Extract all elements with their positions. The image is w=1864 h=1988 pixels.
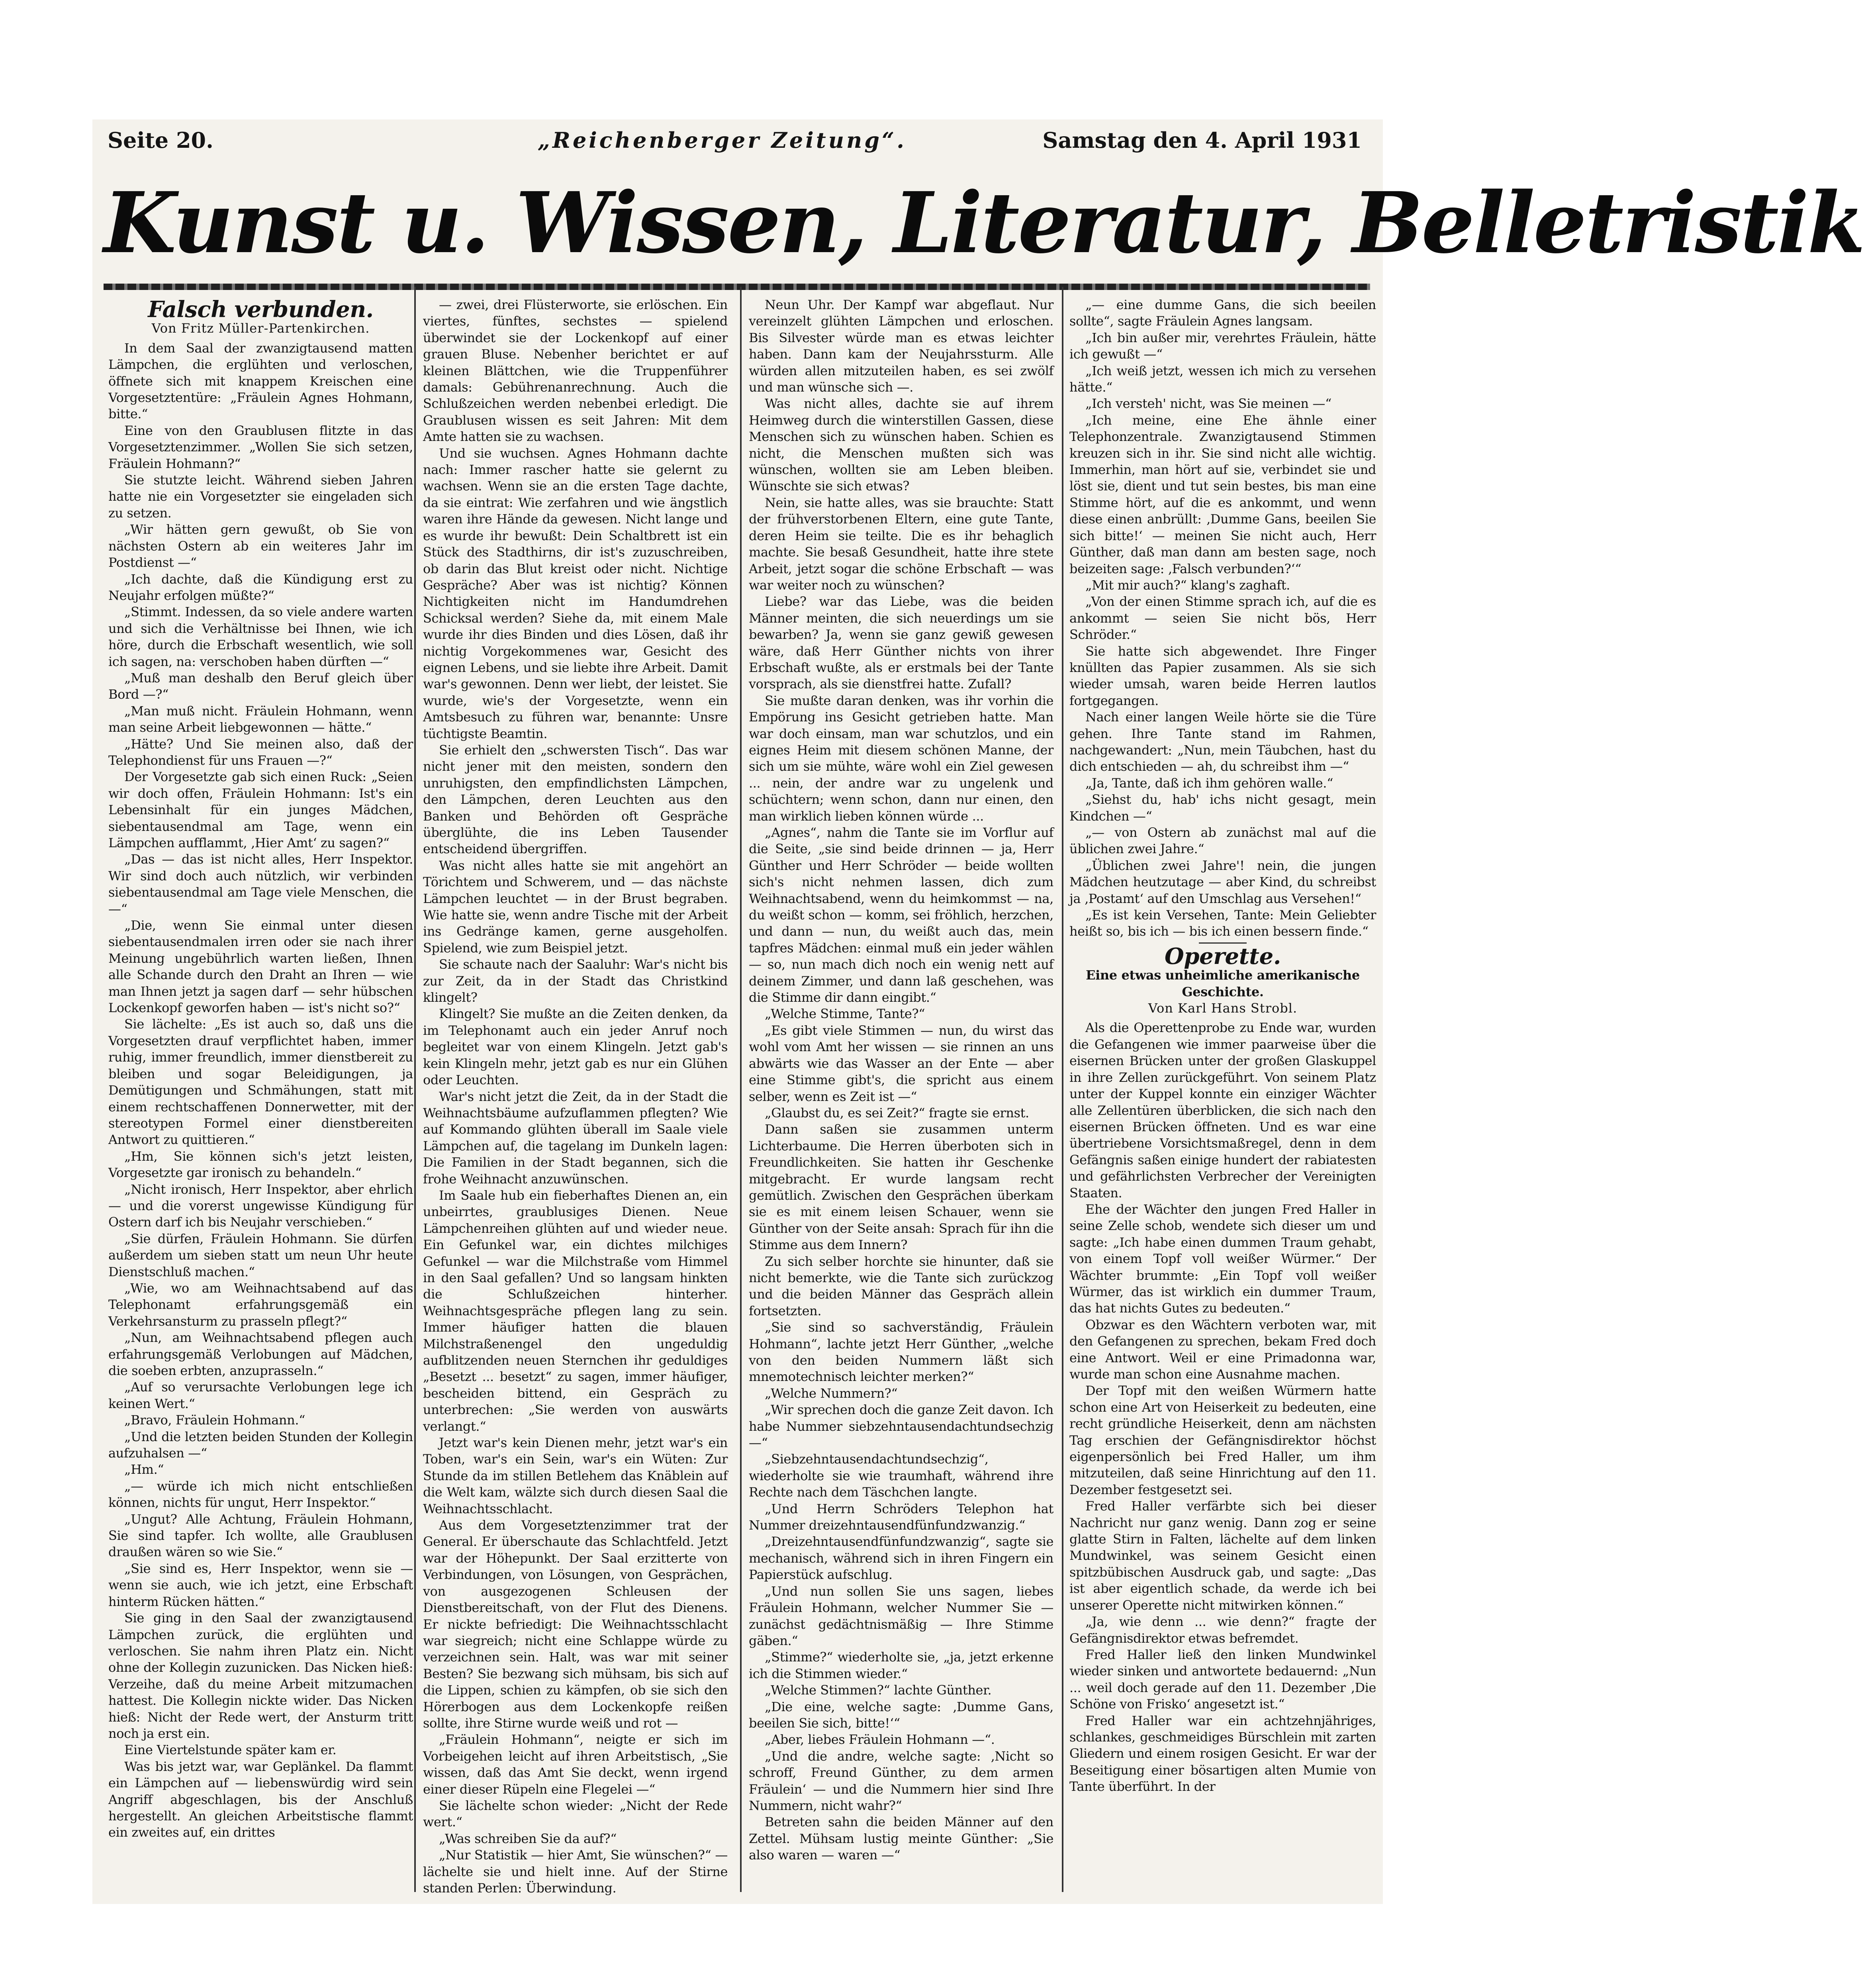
paragraph: Was nicht alles hatte sie mit angehört an Törichtem und Schwerem, und — das nächste Lämpchen leuchtet — in der Brust begraben. Wie hatte sie, wenn andre Tische mit der Arbeit ins Gedränge kamen, gerne ausgeholfen. Spielend, wie zum Beispiel jetzt. — [423, 858, 728, 956]
paragraph: Sie erhielt den „schwersten Tisch“. Das war nicht jener mit den meisten, sondern den unruhigsten, den empfindlichsten Lämpchen, den Lämpchen, deren Leuchten aus den Banken und Behörden oft Gespräche überglühte, die ins Leben Tausender entscheidend übergriffen. — [423, 742, 728, 857]
paragraph: „Sie dürfen, Fräulein Hohmann. Sie dürfen außerdem um sieben statt um neun Uhr heute Dienstschluß machen.“ — [108, 1231, 413, 1279]
paragraph: „Hm.“ — [124, 1462, 164, 1477]
paragraph: „Und Herrn Schröders Telephon hat Nummer dreizehntausendfünfundzwanzig.“ — [749, 1501, 1053, 1533]
paragraph: „Es ist kein Versehen, Tante: Mein Geliebter heißt so, bis ich — bis ich einen bessern finde.“ — [1069, 907, 1376, 939]
paragraph: Als die Operettenprobe zu Ende war, wurden die Gefangenen wie immer paarweise über die eisernen Brücken unter der großen Glaskuppel in ihre Zellen zurückgeführt. Von seinem Platz unter der Kuppel konnte ein einziger Wächter alle Zellentüren überblicken, die sich nach den eisernen Brücken öffneten. Und es war eine übertriebene Vorsichtsmaßregel, denn in dem Gefängnis saßen einige hundert der rabiatesten und gefährlichsten Verbrecher der Vereinigten Staaten. — [1069, 1020, 1376, 1201]
column-rule — [1062, 287, 1063, 1892]
paragraph: „Bravo, Fräulein Hohmann.“ — [124, 1412, 305, 1428]
paragraph: „Ich versteh' nicht, was Sie meinen —“ — [1085, 396, 1331, 411]
paragraph: „Auf so verursachte Verlobungen lege ich keinen Wert.“ — [108, 1379, 413, 1411]
paragraph: „Welche Stimmen?“ lachte Günther. — [765, 1682, 992, 1698]
story-byline: Von Fritz Müller-Partenkirchen. — [151, 321, 370, 336]
paragraph: War's nicht jetzt die Zeit, da in der Stadt die Weihnachtsbäume aufzuflammen pflegten? Wie auf Kommando glühten überall im Saale viele Lämpchen auf, die tagelang im Dunkeln lagen: Die Familien in der Stadt begannen, sich die frohe Weihnacht anzuwünschen. — [423, 1089, 728, 1187]
paper-name: „Reichenberger Zeitung“. — [538, 127, 907, 153]
paragraph: Obzwar es den Wächtern verboten war, mit den Gefangenen zu sprechen, bekam Fred doch eine Antwort. Weil er eine Primadonna war, wurde man schon eine Ausnahme machen. — [1069, 1317, 1376, 1382]
paragraph: „Sie sind es, Herr Inspektor, wenn sie — wenn sie auch, wie ich jetzt, eine Erbschaft hinterm Rücken hätten.“ — [108, 1561, 413, 1609]
paragraph: Nein, sie hatte alles, was sie brauchte: Statt der frühverstorbenen Eltern, eine gute Tante, deren Heim sie teilte. Die es ihr behaglich machte. Sie besaß Gesundheit, hatte ihre stete Arbeit, jetzt sogar die schöne Erbschaft — was war weiter noch zu wünschen? — [749, 495, 1053, 593]
paragraph: „Stimmt. Indessen, da so viele andere warten und sich die Verhältnisse bei Ihnen, wie ich höre, durch die Erbschaft wesentlich, wie soll ich sagen, na: verschoben haben dürften —“ — [108, 604, 413, 669]
column-rule — [740, 287, 742, 1892]
paragraph: Sie mußte daran denken, was ihr vorhin die Empörung ins Gesicht getrieben hatte. Man war doch einsam, man war schutzlos, und ein eignes Heim mit diesem schönen Manne, der sich um sie mühte, wäre wohl ein Ziel gewesen ... nein, der andre war zu ungelenk und schüchtern; wenn schon, dann nur einen, den man wirklich lieben können würde ... — [749, 693, 1053, 824]
paragraph: „Siebzehntausendachtundsechzig“, wiederholte sie wie traumhaft, während ihre Rechte nach dem Täschchen langte. — [749, 1451, 1053, 1500]
column-1-body — [108, 340, 413, 1841]
paragraph: Neun Uhr. Der Kampf war abgeflaut. Nur vereinzelt glühten Lämpchen und erloschen. Bis Silvester würde man es etwas leichter haben. Dann kam der Neujahrssturm. Alle würden allen mitzuteilen haben, es sei zwölf und man wünsche sich —. — [749, 297, 1053, 395]
paragraph: „Man muß nicht. Fräulein Hohmann, wenn man seine Arbeit liebgewonnen — hätte.“ — [108, 703, 413, 735]
story-title: Operette. — [1165, 943, 1281, 970]
paragraph: Jetzt war's kein Dienen mehr, jetzt war's ein Toben, war's ein Sein, war's ein Wüten: Zur Stunde da im stillen Betlehem das Knäblein auf die Welt kam, wälzte sich durch diesen Saal die Weihnachtsschlacht. — [423, 1435, 728, 1516]
banner-rule — [104, 284, 1370, 290]
paragraph: „Ja, wie denn ... wie denn?“ fragte der Gefängnisdirektor etwas befremdet. — [1069, 1614, 1376, 1646]
paragraph: „Nun, am Weihnachtsabend pflegen auch erfahrungsgemäß Verlobungen auf Mädchen, die soeben erbten, anzuprasseln.“ — [108, 1330, 413, 1378]
paragraph: Im Saale hub ein fieberhaftes Dienen an, ein unbeirrtes, graublusiges Dienen. Neue Lämpchenreihen glühten auf und wieder neue. Ein Gefunkel war, ein dichtes milchiges Gefunkel — war die Milchstraße vom Himmel in den Saal gefallen? Und so langsam hinkten die Schlußzeichen hinterher. Weihnachtsgespräche pflegen lang zu sein. Immer häufiger hatten die blauen Milchstraßenengel den ungeduldig aufblitzenden neuen Sternchen ihr geduldiges „Besetzt ... besetzt“ zu sagen, immer häufiger, bescheiden bittend, ein Gespräch zu unterbrechen: „Sie werden von auswärts verlangt.“ — [423, 1187, 728, 1434]
paragraph: „— würde ich mich nicht entschließen können, nichts für ungut, Herr Inspektor.“ — [108, 1478, 413, 1510]
column-4 — [1069, 297, 1376, 1890]
paragraph: „— von Ostern ab zunächst mal auf die üblichen zwei Jahre.“ — [1069, 825, 1376, 857]
column-2 — [423, 297, 728, 1896]
paragraph: „Ich dachte, daß die Kündigung erst zu Neujahr erfolgen müßte?“ — [108, 571, 413, 603]
paragraph: „— eine dumme Gans, die sich beeilen sollte“, sagte Fräulein Agnes langsam. — [1069, 297, 1376, 329]
paragraph: „Ich meine, eine Ehe ähnle einer Telephonzentrale. Zwanzigtausend Stimmen kreuzen sich in ihr. Sie sind nicht alle wichtig. Immerhin, man hört auf sie, verbindet sie und löst sie, dient und tut sein bestes, bis man eine Stimme hört, auf die es ankommt, und wenn diese einen anbrüllt: ‚Dumme Gans, beeilen Sie sich bitte!‘ — meinen Sie nicht auch, Herr Günther, daß man dann am besten sage, noch beizeiten sage: ‚Falsch verbunden?‘“ — [1069, 412, 1376, 576]
paragraph: „Und die letzten beiden Stunden der Kollegin aufzuhalsen —“ — [108, 1429, 413, 1461]
paragraph: Sie hatte sich abgewendet. Ihre Finger knüllten das Papier zusammen. Als sie sich wieder umsah, waren beide Herren lautlos fortgegangen. — [1069, 643, 1376, 708]
column-2-body — [423, 297, 728, 1896]
paragraph: Betreten sahn die beiden Männer auf den Zettel. Mühsam lustig meinte Günther: „Sie also waren — waren —“ — [749, 1814, 1053, 1863]
story-title: Falsch verbunden. — [148, 296, 374, 323]
paragraph: „Wir sprechen doch die ganze Zeit davon. Ich habe Nummer siebzehntausendachtundsechzig —“ — [749, 1402, 1053, 1451]
paragraph: „Dreizehntausendfünfundzwanzig“, sagte sie mechanisch, während sich in ihren Fingern ein Papierstück aufschlug. — [749, 1534, 1053, 1583]
paragraph: Zu sich selber horchte sie hinunter, daß sie nicht bemerkte, wie die Tante sich zurückzog und die beiden Männer das Gespräch allein fortsetzten. — [749, 1254, 1053, 1318]
paragraph: „Glaubst du, es sei Zeit?“ fragte sie ernst. — [765, 1105, 1029, 1120]
column-rule — [414, 287, 416, 1892]
paragraph: Aus dem Vorgesetztenzimmer trat der General. Er überschaute das Schlachtfeld. Jetzt war der Höhepunkt. Der Saal erzitterte von Verbindungen, von Lösungen, von Gesprächen, von ausgezogenen Schleusen der Dienstbereitschaft, von der Flut des Dienens. Er nickte befriedigt: Die Weihnachtsschlacht war siegreich; nicht eine Schlappe würde zu verzeichnen sein. Halt, was war mit seiner Besten? Sie bezwang sich mühsam, bis sich auf die Lippen, schien zu kämpfen, ob sie sich den Hörerbogen aus dem Lockenkopfe reißen sollte, ihre Stirne wurde weiß und rot — — [423, 1518, 728, 1731]
paragraph: Eine von den Graublusen flitzte in das Vorgesetztenzimmer. „Wollen Sie sich setzen, Fräulein Hohmann?“ — [108, 423, 413, 471]
paragraph: Liebe? war das Liebe, was die beiden Männer meinten, die sich neuerdings um sie bewarben? Ja, wenn sie ganz gewiß gewesen wäre, daß Herr Günther nichts von ihrer Erbschaft wußte, als er erstmals bei der Tante vorsprach, als sie dienstfrei hatte. Zufall? — [749, 594, 1053, 692]
issue-date: Samstag den 4. April 1931 — [1042, 127, 1362, 153]
paragraph: — zwei, drei Flüsterworte, sie erlöschen. Ein viertes, fünftes, sechstes — spielend überwindet sie der Lockenkopf auf einer grauen Bluse. Nebenher berichtet er auf kleinen Blättchen, wie die Truppenführer damals: Gebührenanrechnung. Auch die Schlußzeichen werden nebenbei erledigt. Die Graublusen wissen es seit Jahren: Mit dem Amte hatten sie zu wachsen. — [423, 297, 728, 445]
paragraph: Eine Viertelstunde später kam er. — [124, 1742, 337, 1758]
paragraph: „Ja, Tante, daß ich ihm gehören walle.“ — [1085, 775, 1333, 791]
paragraph: „Was schreiben Sie da auf?“ — [439, 1831, 617, 1846]
paragraph: „Wie, wo am Weihnachtsabend auf das Telephonamt erfahrungsgemäß ein Verkehrsansturm zu prasseln pflegt?“ — [108, 1280, 413, 1329]
paragraph: „Hätte? Und Sie meinen also, daß der Telephondienst für uns Frauen —?“ — [108, 736, 413, 768]
paragraph: „Ich bin außer mir, verehrtes Fräulein, hätte ich gewußt —“ — [1069, 330, 1376, 362]
paragraph: Der Vorgesetzte gab sich einen Ruck: „Seien wir doch offen, Fräulein Hohmann: Ist's ein Lebensinhalt für ein junges Mädchen, siebentausendmal am Tage, wenn ein Lämpchen aufflammt, ‚Hier Amt‘ zu sagen?“ — [108, 769, 413, 850]
paragraph: „Sie sind so sachverständig, Fräulein Hohmann“, lachte jetzt Herr Günther, „welche von den beiden Nummern läßt sich mnemotechnisch leichter merken?“ — [749, 1320, 1053, 1385]
paragraph: „Es gibt viele Stimmen — nun, du wirst das wohl vom Amt her wissen — sie rinnen an uns abwärts wie das Wasser an der Ente — aber eine Stimme gibt's, die spricht aus einem selber, wenn es Zeit ist —“ — [749, 1022, 1053, 1104]
paragraph: „Welche Stimme, Tante?“ — [765, 1006, 925, 1022]
paragraph: In dem Saal der zwanzigtausend matten Lämpchen, die erglühten und verloschen, öffnete sich mit knappem Kreischen eine Vorgesetztentüre: „Fräulein Agnes Hohmann, bitte.“ — [108, 340, 413, 422]
paragraph: „Mit mir auch?“ klang's zaghaft. — [1085, 577, 1290, 593]
paragraph: „Ich weiß jetzt, wessen ich mich zu versehen hätte.“ — [1069, 363, 1376, 395]
column-4-body-a — [1069, 297, 1376, 940]
story-byline: Von Karl Hans Strobl. — [1148, 1001, 1298, 1016]
paragraph: „Und die andre, welche sagte: ‚Nicht so schroff, Freund Günther, zu dem armen Fräulein‘ — und die Nummern hier sind Ihre Nummern, nicht wahr?“ — [749, 1748, 1053, 1813]
paragraph: „Und nun sollen Sie uns sagen, liebes Fräulein Hohmann, welcher Nummer Sie — zunächst gedächtnismäßig — Ihre Stimme gäben.“ — [749, 1583, 1053, 1648]
paragraph: „Aber, liebes Fräulein Hohmann —“. — [765, 1732, 995, 1747]
paragraph: Sie schaute nach der Saaluhr: War's nicht bis zur Zeit, da in der Stadt das Christkind klingelt? — [423, 957, 728, 1005]
paragraph: „Ungut? Alle Achtung, Fräulein Hohmann, Sie sind tapfer. Ich wollte, alle Graublusen draußen wären so wie Sie.“ — [108, 1511, 413, 1560]
column-3 — [749, 297, 1053, 1890]
paragraph: Sie stutzte leicht. Während sieben Jahren hatte nie ein Vorgesetzter sie eingeladen sich zu setzen. — [108, 472, 413, 521]
column-1 — [108, 297, 413, 1890]
paragraph: „Stimme?“ wiederholte sie, „ja, jetzt erkenne ich die Stimmen wieder.“ — [749, 1649, 1053, 1681]
paragraph: „Welche Nummern?“ — [765, 1385, 898, 1401]
paragraph: Nach einer langen Weile hörte sie die Türe gehen. Ihre Tante stand im Rahmen, nachgewandert: „Nun, mein Täubchen, hast du dich entschieden — ah, du schreibst ihm —“ — [1069, 709, 1376, 774]
paragraph: „Agnes“, nahm die Tante sie im Vorflur auf die Seite, „sie sind beide drinnen — ja, Herr Günther und Herr Schröder — beide wollten sich's nicht nehmen lassen, dich zum Weihnachtsabend, wenn du heimkommst — na, du weißt schon — komm, sei fröhlich, herzchen, und dann — nun, du weißt auch das, mein tapfres Mädchen: einmal muß ein jeder wählen — so, nun mach dich noch ein wenig nett auf deinem Zimmer, und dann laß geschehen, was die Stimme dir dann eingibt.“ — [749, 825, 1053, 1005]
paragraph: „Von der einen Stimme sprach ich, auf die es ankommt — seien Sie nicht bös, Herr Schröder.“ — [1069, 594, 1376, 642]
column-3-body — [749, 297, 1053, 1864]
paragraph: „Fräulein Hohmann“, neigte er sich im Vorbeigehen leicht auf ihren Arbeitstisch, „Sie wissen, daß das Amt Sie deckt, wenn irgend einer dieser Rüpeln eine Flegelei —“ — [423, 1732, 728, 1797]
paragraph: Fred Haller ließ den linken Mundwinkel wieder sinken und antwortete bedauernd: „Nun ... weil doch gerade auf den 11. Dezember ‚Die Schöne von Frisko‘ angesetzt ist.“ — [1069, 1647, 1376, 1712]
paragraph: Sie lächelte: „Es ist auch so, daß uns die Vorgesetzten drauf verpflichtet haben, immer ruhig, immer freundlich, immer dienstbereit zu bleiben und sogar Beleidigungen, ja Demütigungen und Schmähungen, statt mit einem rechtschaffenen Donnerwetter, mit der stereotypen Formel einer dienstbereiten Antwort zu quittieren.“ — [108, 1017, 413, 1148]
paragraph: Der Topf mit den weißen Würmern hatte schon eine Art von Heiserkeit zu bedeuten, eine recht gründliche Heiserkeit, denn am nächsten Tag erschien der Gefängnisdirektor höchst eigenpersönlich bei Fred Haller, um ihm mitzuteilen, daß seine Hinrichtung auf den 11. Dezember festgesetzt sei. — [1069, 1383, 1376, 1497]
paragraph: „Muß man deshalb den Beruf gleich über Bord —?“ — [108, 670, 413, 702]
section-banner: Kunst u. Wissen, Literatur, Belletristik — [104, 174, 1864, 272]
paragraph: Was bis jetzt war, war Geplänkel. Da flammt ein Lämpchen auf — liebenswürdig wird sein Angriff abgeschlagen, bis der Anschluß hergestellt. An gleichen Arbeitstische flammt ein zweites auf, ein drittes — [108, 1759, 413, 1840]
paragraph: Sie ging in den Saal der zwanzigtausend Lämpchen zurück, die erglühten und verloschen. Sie nahm ihren Platz ein. Nicht ohne der Kollegin zuzunicken. Das Nicken hieß: Verzeihe, daß du meine Arbeit mitzumachen hattest. Die Kollegin nickte wider. Das Nicken hieß: Nicht der Rede wert, der Ansturm tritt noch ja erst ein. — [108, 1610, 413, 1741]
paragraph: „Das — das ist nicht alles, Herr Inspektor. Wir sind doch auch nützlich, wir verbinden siebentausendmal am Tage viele Menschen, die —“ — [108, 852, 413, 917]
paragraph: Dann saßen sie zusammen unterm Lichterbaume. Die Herren überboten sich in Freundlichkeiten. Sie hatten ihr Geschenke mitgebracht. Er wurde langsam recht gemütlich. Zwischen den Gesprächen überkam sie es mit einem leisen Schauer, wenn sie Günther von der Seite ansah: Sprach für ihn die Stimme aus dem Innern? — [749, 1122, 1053, 1253]
story-subtitle: Eine etwas unheimliche amerikanische Geschichte. — [1086, 968, 1360, 999]
column-4-body-b — [1069, 1020, 1376, 1795]
paragraph: „Siehst du, hab' ichs nicht gesagt, mein Kindchen —“ — [1069, 792, 1376, 824]
paragraph: „Hm, Sie können sich's jetzt leisten, Vorgesetzte gar ironisch zu behandeln.“ — [108, 1148, 413, 1181]
paragraph: Klingelt? Sie mußte an die Zeiten denken, da im Telephonamt auch ein jeder Anruf noch begleitet war von einem Klingeln. Jetzt gab's kein Klingeln mehr, jetzt gab es nur ein Glühen oder Leuchten. — [423, 1006, 728, 1088]
paragraph: „Die eine, welche sagte: ‚Dumme Gans, beeilen Sie sich, bitte!‘“ — [749, 1699, 1053, 1731]
paragraph: Fred Haller war ein achtzehnjähriges, schlankes, geschmeidiges Bürschlein mit zarten Gliedern und einem rosigen Gesicht. Er war der Beseitigung einer bösartigen alten Mumie von Tante überführt. In der — [1069, 1713, 1376, 1794]
paragraph: Fred Haller verfärbte sich bei dieser Nachricht nur ganz wenig. Dann zog er seine glatte Stirn in Falten, lächelte auf dem linken Mundwinkel, was seinem Gesicht einen spitzbübischen Ausdruck gab, und sagte: „Das ist aber eigentlich schade, da werde ich bei unserer Operette nicht mitwirken können.“ — [1069, 1498, 1376, 1613]
paragraph: Sie lächelte schon wieder: „Nicht der Rede wert.“ — [423, 1798, 728, 1830]
paragraph: Ehe der Wächter den jungen Fred Haller in seine Zelle schob, wendete sich dieser um und sagte: „Ich habe einen dummen Traum gehabt, von einem Topf voll weißer Würmer.“ Der Wächter brummte: „Ein Topf voll weißer Würmer, das ist wirklich ein dummer Traum, das hat nichts Gutes zu bedeuten.“ — [1069, 1201, 1376, 1316]
paragraph: Und sie wuchsen. Agnes Hohmann dachte nach: Immer rascher hatte sie gelernt zu wachsen. Wenn sie an die ersten Tage dachte, da sie eintrat: Wie zerfahren und wie ängstlich waren ihre Hände da gewesen. Nicht lange und es wurde ihr bewußt: Dein Schaltbrett ist ein Stück des Stadthirns, dir ist's zuzuschreiben, ob darin das Blut kreist oder nicht. Nichtige Gespräche? Aber was ist nichtig? Können Nichtigkeiten nicht im Handumdrehen Schicksal werden? Siehe da, mit einem Male wurde ihr dies Binden und dies Lösen, daß ihr nichtig Vorgekommenes war, Gesicht des eignen Lebens, und sie liebte ihre Arbeit. Damit war's gewonnen. Denn wer liebt, der leistet. Sie wurde, wie's der Vorgesetzte, wenn ein Amtsbesuch zu führen war, benannte: Unsre tüchtigste Beamtin. — [423, 445, 728, 741]
paragraph: „Die, wenn Sie einmal unter diesen siebentausendmalen irren oder sie nach ihrer Meinung ungebührlich warten ließen, Ihnen alle Schande durch den Draht an Ihren — wie man Ihnen jetzt ja sagen darf — sehr hübschen Lockenkopf geworfen haben — ist's nicht so?“ — [108, 918, 413, 1016]
paragraph: „Üblichen zwei Jahre'! nein, die jungen Mädchen heutzutage — aber Kind, du schreibst ja ‚Postamt‘ auf den Umschlag aus Versehen!“ — [1069, 858, 1376, 906]
paragraph: „Nicht ironisch, Herr Inspektor, aber ehrlich — und die vorerst ungewisse Kündigung für Ostern darf ich bis Neujahr verschieben.“ — [108, 1181, 413, 1230]
paragraph: „Nur Statistik — hier Amt, Sie wünschen?“ — lächelte sie und hielt inne. Auf der Stirne standen Perlen: Überwindung. — [423, 1847, 728, 1896]
paragraph: Was nicht alles, dachte sie auf ihrem Heimweg durch die winterstillen Gassen, diese Menschen sich zu wünschen haben. Schien es nicht, die Menschen mußten sich was wünschen, wollten sie am Leben bleiben. Wünschte sie sich etwas? — [749, 396, 1053, 494]
page-number: Seite 20. — [108, 127, 213, 153]
paragraph: „Wir hätten gern gewußt, ob Sie von nächsten Ostern ab ein weiteres Jahr im Postdienst —“ — [108, 522, 413, 570]
